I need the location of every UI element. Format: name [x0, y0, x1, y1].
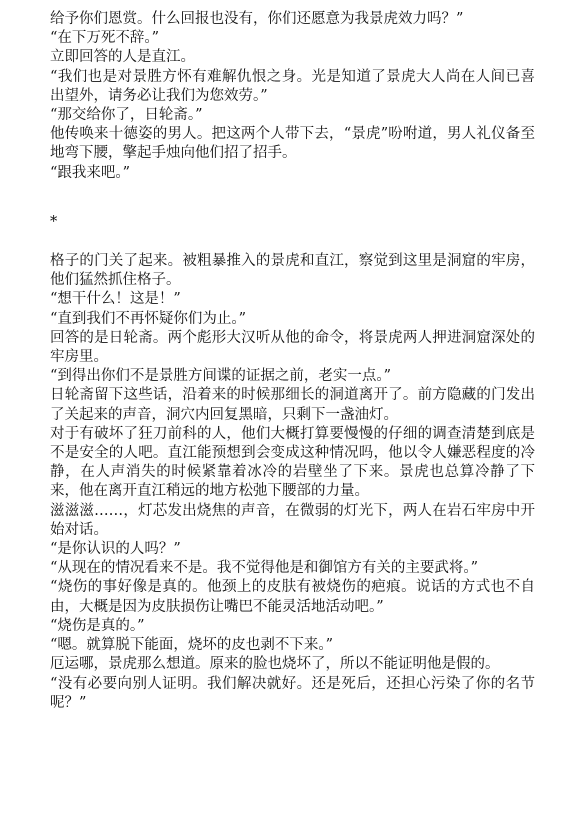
paragraph: “想干什么！这是！” — [50, 291, 181, 308]
paragraph: “直到我们不再怀疑你们为止。” — [50, 310, 247, 327]
paragraph: “在下万死不辞。” — [50, 30, 160, 47]
paragraph: 回答的是日轮斋。两个彪形大汉听从他的命令，将景虎两人押进洞窟深处的牢房里。 — [50, 329, 535, 366]
paragraph: “嗯。就算脱下能面，烧坏的皮也剥不下来。” — [50, 637, 334, 654]
paragraph: 格子的门关了起来。被粗暴推入的景虎和直江，察觉到这里是洞窟的牢房，他们猛然抓住格子。 — [50, 253, 535, 289]
document-page — [50, 10, 535, 713]
paragraph: “到得出你们不是景胜方间谍的证据之前，老实一点。” — [50, 368, 392, 385]
paragraph: “跟我来吧。” — [50, 164, 131, 181]
paragraph: 厄运哪，景虎那么想道。原来的脸也烧坏了，所以不能证明他是假的。 — [50, 656, 500, 673]
section-one — [50, 10, 535, 183]
spacer — [50, 232, 535, 252]
paragraph: 他传唤来十德姿的男人。把这两个人带下去，“景虎”吩咐道，男人礼仪备至地弯下腰，擎起手烛向他们招了招手。 — [50, 126, 535, 162]
paragraph: “那交给你了，日轮斋。” — [50, 107, 203, 124]
section-two — [50, 252, 535, 713]
paragraph: “没有必要向别人证明。我们解决就好。还是死后，还担心污染了你的名节呢？” — [50, 675, 535, 711]
paragraph: 立即回答的人是直江。 — [50, 49, 195, 66]
paragraph: “从现在的情况看来不是。我不觉得他是和御馆方有关的主要武将。” — [50, 560, 479, 577]
paragraph: 滋滋滋……，灯芯发出烧焦的声音，在微弱的灯光下，两人在岩石牢房中开始对话。 — [50, 502, 535, 538]
paragraph: 对于有破坏了狂刀前科的人，他们大概打算要慢慢的仔细的调查清楚到底是不是安全的人吧。直江能预想到会变成这种情况吗，他以令人嫌恶程度的冷静，在人声消失的时候紧靠着冰冷的岩壁坐了下来。景虎也总算冷静了下来，他在离开直江稍远的地方松弛下腰部的力量。 — [50, 425, 535, 500]
paragraph: 日轮斋留下这些话，沿着来的时候那细长的洞道离开了。前方隐藏的门发出了关起来的声音，洞穴内回复黑暗，只剩下一盏油灯。 — [50, 387, 535, 423]
paragraph: “是你认识的人吗？” — [50, 541, 181, 558]
section-separator: * — [50, 213, 58, 230]
paragraph: “烧伤是真的。” — [50, 617, 145, 634]
paragraph: “烧伤的事好像是真的。他颈上的皮肤有被烧伤的疤痕。说话的方式也不自由，大概是因为皮肤损伤让嘴巴不能灵活地活动吧。” — [50, 579, 535, 615]
spacer — [50, 183, 535, 213]
paragraph: 给予你们恩赏。什么回报也没有，你们还愿意为我景虎效力吗？” — [50, 11, 464, 27]
paragraph: “我们也是对景胜方怀有难解仇恨之身。光是知道了景虎大人尚在人间已喜出望外，请务必让我们为您效劳。” — [50, 68, 535, 104]
